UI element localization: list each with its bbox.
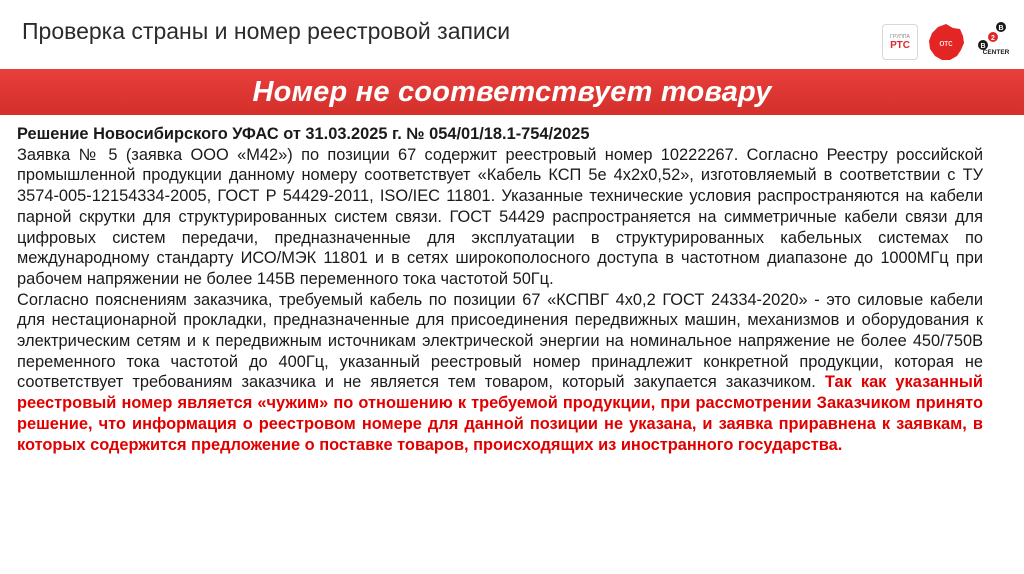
section-banner: [0, 69, 1024, 115]
decision-paragraph-2: [17, 290, 983, 456]
decision-paragraph-2-text: Согласно пояснениям заказчика, требуемый кабель по позиции 67 «КСПВГ 4х0,2 ГОСТ 24334-2020» - это силовые кабели для нестационарной прокладки, предназначенные для присоединения передвижных машин, механизмов и оборудования к электрическим сетям и к передвижным источникам электрической энергии на номинальное напряжение не более 450/750В переменного тока частотой до 400Гц, указанный реестровый номер принадлежит конкретной продукции, которая не соответствует требованиям заказчика и не является тем товаром, который закупается заказчиком.: [17, 290, 983, 392]
rts-logo: [882, 24, 918, 60]
logo-group: [882, 20, 1010, 64]
decision-heading: Решение Новосибирского УФАС от 31.03.2025 г. № 054/01/18.1-754/2025: [17, 125, 590, 143]
b2b-center-logo: [974, 21, 1010, 63]
b2b-top-letter: B: [998, 25, 1004, 32]
page-title: Проверка страны и номер реестровой записи: [22, 18, 511, 44]
rts-logo-text: РТС: [890, 39, 910, 51]
ots-logo: [926, 22, 966, 62]
banner-title: Номер не соответствует товару: [252, 75, 772, 108]
b2b-center-text: CENTER: [982, 49, 1010, 56]
decision-conclusion-highlight: Так как указанный реестровый номер является «чужим» по отношению к требуемой продукции, при рассмотрении Заказчиком принято решение, что информация о реестровом номере для данной позиции не указана, и заявка приравнена к заявкам, в которых содержится предложение о поставке товаров, происходящих из иностранного государства.: [17, 373, 983, 454]
ots-logo-text: отс: [939, 38, 953, 48]
decision-text-block: [17, 124, 983, 455]
b2b-mid-digit: 2: [991, 35, 995, 42]
b2b-bottom-letter: B: [980, 43, 986, 50]
decision-paragraph-1: Заявка № 5 (заявка ООО «М42») по позиции 67 содержит реестровый номер 10222267. Согласно Реестру российской промышленной продукции данному номеру соответствует «Кабель КСП 5е 4х2х0,52», изготовляемый в соответствии с ТУ 3574-005-12154334-2005, ГОСТ Р 54429-2011, ISO/IEC 11801. Указанные технические условия распространяются на кабели парной скрутки для структурированных систем связи. ГОСТ 54429 распространяется на симметричные кабели связи для цифровых систем передачи, предназначенные для эксплуатации в структурированных кабельных системах по международному стандарту ИСО/МЭК 11801 и в сетях широкополосного доступа в частотном диапазоне до 1000МГц при рабочем напряжении не более 145В переменного тока частотой 50Гц.: [17, 145, 983, 288]
rts-logo-caption: ГРУППА: [890, 33, 910, 40]
